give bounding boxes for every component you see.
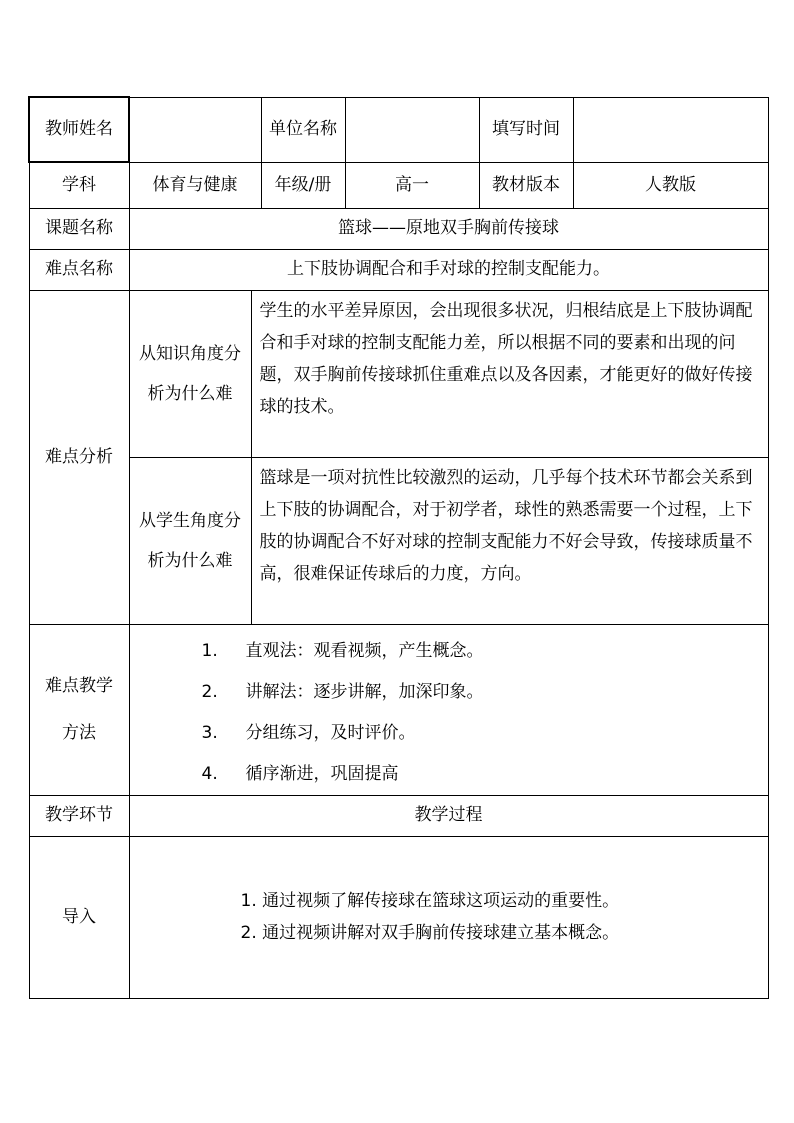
teacher-name-label: 教师姓名 <box>29 97 129 162</box>
intro-row <box>29 836 768 998</box>
knowledge-analysis-text: 学生的水平差异原因，会出现很多状况，归根结底是上下肢协调配合和手对球的控制支配能力差，所以根据不同的要素和出现的问题，双手胸前传接球抓住重难点以及各因素，才能更好的做好传接球的技术。 <box>251 290 768 457</box>
header-row <box>29 97 768 162</box>
analysis-student-row <box>29 457 768 624</box>
student-angle-line-2: 析为什么难 <box>147 550 233 571</box>
method-item <box>202 713 768 754</box>
method-text: 分组练习，及时评价。 <box>245 722 416 743</box>
intro-line: 2. 通过视频讲解对双手胸前传接球建立基本概念。 <box>240 923 620 943</box>
topic-label: 课题名称 <box>29 208 129 249</box>
intro-line: 1. 通过视频了解传接球在篮球这项运动的重要性。 <box>240 891 620 911</box>
methods-row <box>29 624 768 795</box>
method-text: 循序渐进，巩固提高 <box>245 763 399 784</box>
subject-label: 学科 <box>29 162 129 208</box>
method-item <box>202 754 768 795</box>
method-item <box>202 631 768 672</box>
difficulty-row <box>29 249 768 290</box>
topic-row <box>29 208 768 249</box>
info-row <box>29 162 768 208</box>
edition-label: 教材版本 <box>479 162 573 208</box>
intro-content <box>129 836 768 998</box>
method-number: 1. <box>201 640 218 661</box>
knowledge-angle-line-1: 从知识角度分 <box>139 343 241 364</box>
student-angle-label <box>129 457 251 624</box>
subject-value: 体育与健康 <box>129 162 261 208</box>
difficulty-label: 难点名称 <box>29 249 129 290</box>
methods-label-line-2: 方法 <box>62 722 96 743</box>
edition-value: 人教版 <box>573 162 768 208</box>
teaching-step-label: 教学环节 <box>29 795 129 836</box>
method-item <box>202 672 768 713</box>
student-analysis-text: 篮球是一项对抗性比较激烈的运动，几乎每个技术环节都会关系到上下肢的协调配合，对于初学者，球性的熟悉需要一个过程，上下肢的协调配合不好对球的控制支配能力不好会导致，传接球质量不高，很难保证传球后的力度，方向。 <box>251 457 768 624</box>
teacher-name-value <box>129 97 261 162</box>
unit-name-value <box>345 97 479 162</box>
grade-label: 年级/册 <box>261 162 345 208</box>
method-number: 2. <box>201 681 218 702</box>
unit-name-label: 单位名称 <box>261 97 345 162</box>
intro-label: 导入 <box>29 836 129 998</box>
student-angle-line-1: 从学生角度分 <box>139 510 241 531</box>
method-number: 3. <box>201 722 218 743</box>
method-text: 讲解法：逐步讲解，加深印象。 <box>245 681 484 702</box>
process-header-row <box>29 795 768 836</box>
methods-label-line-1: 难点教学 <box>45 675 113 696</box>
fill-date-value <box>573 97 768 162</box>
knowledge-angle-label <box>129 290 251 457</box>
topic-value: 篮球——原地双手胸前传接球 <box>129 208 768 249</box>
knowledge-angle-line-2: 析为什么难 <box>147 383 233 404</box>
analysis-knowledge-row <box>29 290 768 457</box>
analysis-label: 难点分析 <box>29 290 129 624</box>
method-number: 4. <box>201 763 218 784</box>
teaching-process-label: 教学过程 <box>129 795 768 836</box>
method-text: 直观法：观看视频，产生概念。 <box>245 640 484 661</box>
lesson-plan-table <box>28 96 769 999</box>
methods-label <box>29 624 129 795</box>
methods-list <box>129 624 768 795</box>
fill-date-label: 填写时间 <box>479 97 573 162</box>
difficulty-value: 上下肢协调配合和手对球的控制支配能力。 <box>129 249 768 290</box>
grade-value: 高一 <box>345 162 479 208</box>
